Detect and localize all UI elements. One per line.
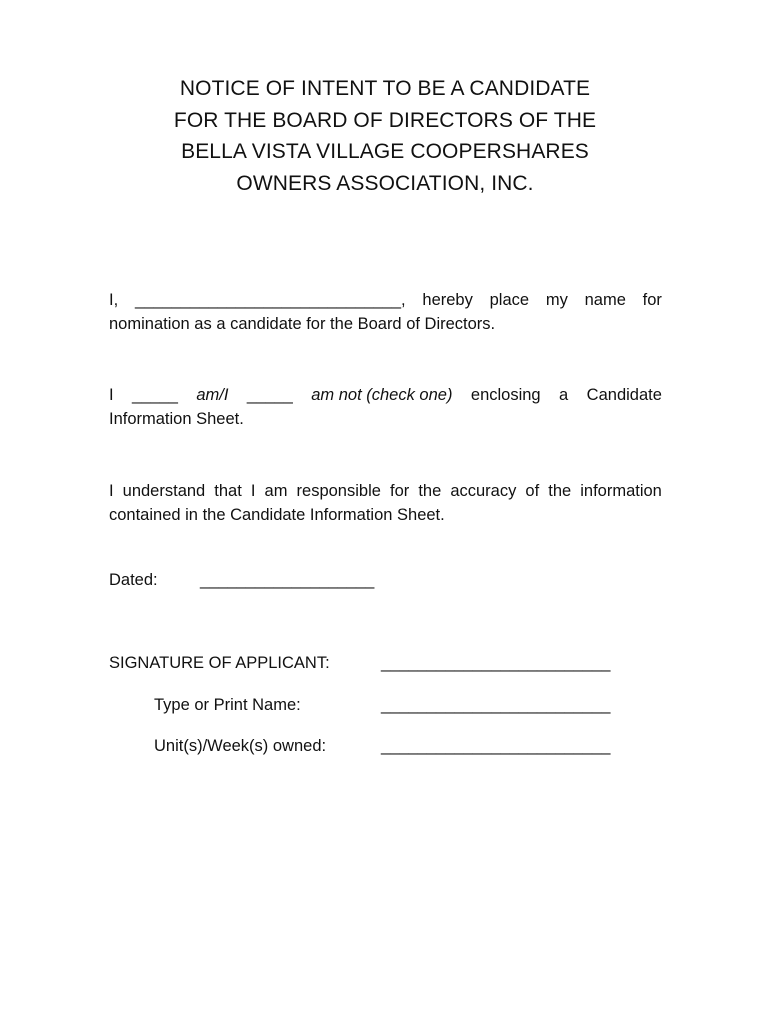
title-line-1: NOTICE OF INTENT TO BE A CANDIDATE: [179, 77, 591, 100]
responsibility-word: understand: [122, 482, 206, 500]
nomination-word: name: [584, 291, 626, 309]
nomination-line-1: [109, 288, 662, 312]
info-sheet-check-paragraph: [109, 383, 662, 431]
responsibility-word: responsible: [296, 482, 381, 500]
responsibility-paragraph: [109, 479, 662, 527]
check-word: enclosing: [470, 386, 541, 404]
check-line-1: [109, 383, 662, 407]
document-title: [100, 73, 670, 199]
title-line-4: OWNERS ASSOCIATION, INC.: [236, 171, 534, 195]
nomination-word: I,: [109, 291, 119, 309]
nomination-line-2: nomination as a candidate for the Board of Directors.: [109, 315, 496, 333]
check-option-am-not: am not (check one): [311, 386, 453, 404]
print-name-blank[interactable]: _________________________: [381, 696, 611, 714]
nomination-paragraph: [109, 288, 662, 336]
print-name-label: Type or Print Name:: [154, 696, 301, 714]
title-line-3: BELLA VISTA VILLAGE COOPERSHARES: [181, 140, 589, 163]
dated-label: Dated:: [109, 571, 158, 589]
responsibility-word: for: [389, 482, 410, 500]
check-word: a: [559, 386, 569, 404]
title-line-2: FOR THE BOARD OF DIRECTORS OF THE: [173, 108, 597, 132]
check-option-am: am/I: [196, 386, 229, 404]
units-owned-label: Unit(s)/Week(s) owned:: [154, 737, 327, 755]
responsibility-line-1: [109, 479, 662, 503]
nomination-word: hereby: [422, 291, 473, 309]
am-checkbox-blank[interactable]: _____: [132, 386, 178, 404]
nomination-word: for: [642, 291, 662, 309]
units-owned-blank[interactable]: _________________________: [381, 737, 611, 755]
check-word: Candidate: [586, 386, 662, 404]
candidate-name-blank[interactable]: _____________________________,: [134, 291, 406, 309]
responsibility-line-2: contained in the Candidate Information Sheet.: [109, 506, 445, 524]
responsibility-word: the: [418, 482, 442, 500]
responsibility-word: that: [214, 482, 242, 500]
nomination-word: my: [545, 291, 568, 309]
responsibility-word: information: [580, 482, 662, 500]
check-line-2: Information Sheet.: [109, 410, 244, 428]
responsibility-word: I: [109, 482, 114, 500]
check-word: I: [109, 386, 114, 404]
responsibility-word: the: [548, 482, 572, 500]
signature-blank[interactable]: _________________________: [381, 654, 611, 672]
nomination-word: place: [489, 291, 530, 309]
dated-blank[interactable]: ___________________: [200, 571, 375, 589]
responsibility-word: I: [250, 482, 256, 500]
responsibility-word: am: [264, 482, 288, 500]
am-not-checkbox-blank[interactable]: _____: [246, 386, 293, 404]
responsibility-word: accuracy: [450, 482, 517, 500]
responsibility-word: of: [525, 482, 540, 500]
signature-label: SIGNATURE OF APPLICANT:: [109, 654, 330, 672]
